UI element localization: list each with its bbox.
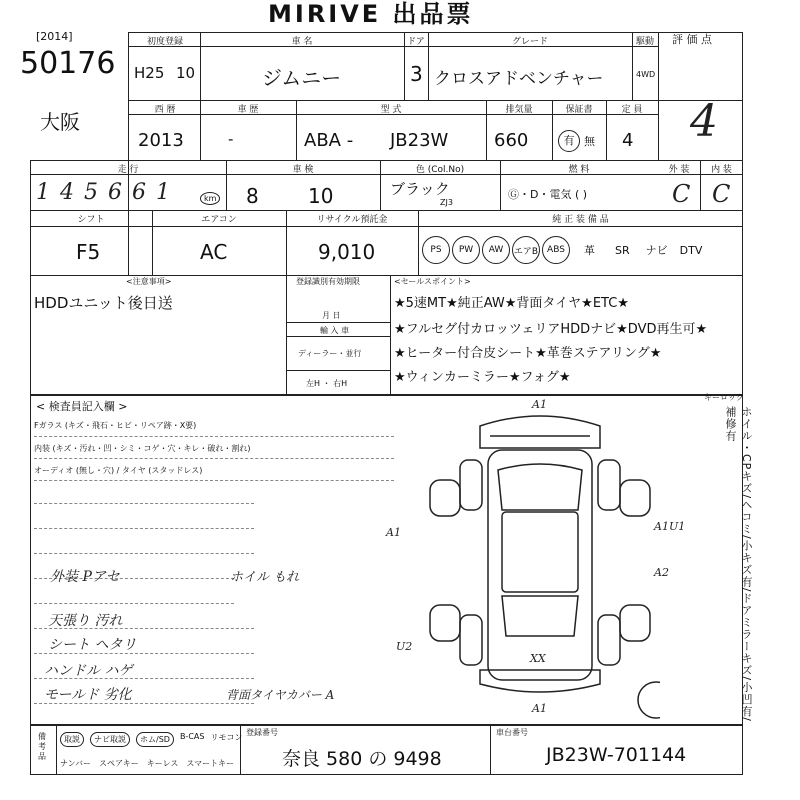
era: 2013	[138, 130, 184, 151]
lot-number: 50176	[20, 46, 116, 81]
location: 大阪	[40, 110, 80, 134]
label-shift: シフト	[77, 215, 105, 225]
model: JB23W	[390, 130, 449, 151]
label-cc: 排気量	[505, 105, 533, 115]
label-mileage: 走 行	[117, 165, 139, 175]
label-exterior: 外 装	[668, 165, 690, 175]
fuel: Ⓖ・D・電気 ( )	[508, 188, 588, 201]
acc-keyless: キーレス	[146, 759, 179, 768]
label-score: 評 価 点	[672, 33, 712, 46]
chassis-number: JB23W-701144	[546, 744, 687, 766]
label-remarks: <注意事項>	[126, 277, 172, 286]
note-seat: シート ヘタリ	[48, 637, 137, 653]
label-equipment: 純 正 装 備 品	[552, 215, 609, 225]
acc-sd: ホム/SD	[136, 732, 174, 747]
score: 4	[690, 96, 718, 147]
label-warranty: 保証書	[565, 105, 593, 115]
diag-left: A1	[386, 526, 401, 539]
reg-month: 10	[176, 64, 196, 82]
reg-month-day: 月 日	[322, 311, 341, 320]
equip-abs: ABS	[542, 236, 570, 264]
color: ブラック	[390, 180, 450, 198]
label-reg-no: 登録番号	[246, 728, 278, 737]
acc-spare-key: スペアキー	[99, 759, 139, 768]
drive: 4WD	[636, 70, 656, 79]
acc-remote: リモコン	[210, 733, 243, 742]
sales-4: ★ウィンカーミラー★フォグ★	[394, 370, 571, 385]
accessories-row2	[60, 758, 234, 769]
label-import: 輸 入 車	[320, 326, 350, 335]
insp-month: 10	[308, 184, 334, 208]
recycle: 9,010	[318, 240, 376, 264]
label-accessories: 備考品	[38, 732, 46, 761]
form-title: MIRIVE 出品票	[268, 0, 474, 28]
mileage-unit: km	[200, 192, 220, 205]
shift: F5	[76, 240, 101, 264]
exterior-grade: C	[672, 180, 691, 208]
aircon: AC	[200, 240, 228, 264]
warranty-yes: 有	[558, 130, 580, 152]
sales-1: ★5速MT★純正AW★背面タイヤ★ETC★	[394, 296, 629, 311]
mileage: 145661	[36, 180, 180, 205]
equip-leather: 革	[584, 244, 595, 257]
label-fuel: 燃 料	[568, 165, 590, 175]
inspector-line-1: Fガラス (キズ・飛石・ヒビ・リペア跡・X要)	[34, 421, 197, 430]
side-note: ホイル・CPキズ/ヘコミ/小キズ有/ドアミラーキズ/小凹有/補修有	[724, 406, 753, 722]
equip-dtv: DTV	[679, 243, 703, 257]
dealer-parallel: ディーラー・並行	[298, 349, 362, 358]
warranty-no: 無	[584, 135, 595, 148]
diag-bottom: A1	[532, 702, 547, 715]
diag-xx: XX	[530, 652, 546, 665]
note-ceiling: 天張り 汚れ	[48, 613, 123, 629]
label-model: 型 式	[380, 105, 402, 115]
car-name: ジムニー	[262, 66, 342, 90]
note-wheel: ホイル もれ	[230, 570, 300, 585]
label-era: 西 暦	[154, 105, 176, 115]
equip-pw: PW	[452, 236, 480, 264]
inspector-line-2: 内装 (キズ・汚れ・凹・シミ・コゲ・穴・キレ・破れ・割れ)	[34, 444, 251, 453]
equip-aw: AW	[482, 236, 510, 264]
label-color: 色 (Col.No)	[415, 165, 465, 175]
diag-top: A1	[532, 398, 547, 411]
remark-1: HDDユニット後日送	[34, 294, 173, 312]
diag-u2: U2	[396, 640, 413, 653]
label-seats: 定 員	[621, 105, 643, 115]
note-mould: モールド 劣化	[44, 687, 132, 703]
year-label: [2014]	[36, 30, 73, 43]
label-first-reg: 初度登録	[146, 37, 183, 47]
sales-3: ★ヒーター付合皮シート★革巻ステアリング★	[394, 346, 662, 361]
acc-manual: 取説	[60, 732, 84, 747]
reg-year: H25	[134, 64, 165, 82]
label-door: ドア	[407, 37, 425, 47]
steering-side: 左H ・ 右H	[306, 379, 348, 388]
equipment-list	[422, 236, 702, 264]
label-car-name: 車 名	[291, 37, 313, 47]
label-reg-deadline: 登録識別有効期限	[296, 277, 360, 286]
equip-sr: SR	[615, 243, 630, 257]
note-handle: ハンドル ハゲ	[44, 663, 133, 679]
acc-bcas: B-CAS	[179, 732, 205, 741]
equip-navi: ナビ	[645, 244, 668, 257]
seats: 4	[622, 130, 634, 151]
label-sales: <セールスポイント>	[394, 277, 471, 286]
model-prefix: ABA -	[304, 130, 354, 151]
interior-grade: C	[712, 180, 731, 208]
sales-2: ★フルセグ付カロッツェリアHDDナビ★DVD再生可★	[394, 322, 708, 337]
label-chassis: 車台番号	[496, 728, 528, 737]
note-spare-cover: 背面タイヤカバー A	[226, 688, 335, 702]
insp-year: 8	[246, 184, 259, 208]
acc-smart-key: スマートキー	[186, 759, 235, 768]
note-exterior: 外装 Pアセ	[50, 569, 120, 585]
diag-right2: A2	[654, 566, 669, 579]
acc-number: ナンバー	[60, 759, 92, 768]
label-recycle: リサイクル預託金	[316, 215, 388, 225]
car-damage-diagram	[420, 400, 660, 720]
label-history: 車 歴	[237, 105, 259, 115]
label-interior: 内 装	[711, 165, 732, 175]
grade: クロスアドベンチャー	[434, 69, 604, 89]
color-code: ZJ3	[440, 198, 453, 207]
label-keylock: キーロック	[704, 393, 744, 402]
label-inspection: 車 検	[292, 165, 314, 175]
history: -	[228, 130, 234, 148]
acc-navi-manual: ナビ取説	[90, 732, 130, 747]
label-inspector: < 検査員記入欄 >	[36, 400, 128, 413]
reg-number: 奈良 580 の 9498	[282, 748, 442, 770]
doors: 3	[410, 62, 423, 86]
equip-ps: PS	[422, 236, 450, 264]
label-drive: 駆動	[635, 37, 654, 47]
diag-right1: A1U1	[654, 520, 686, 533]
label-aircon: エアコン	[201, 215, 237, 225]
inspector-line-3: オーディオ (無し・穴) / タイヤ (スタッドレス)	[34, 466, 203, 475]
cc: 660	[494, 130, 529, 151]
label-grade: グレード	[511, 37, 548, 47]
equip-airbag: エアB	[512, 236, 540, 264]
accessories-row1	[60, 732, 242, 747]
